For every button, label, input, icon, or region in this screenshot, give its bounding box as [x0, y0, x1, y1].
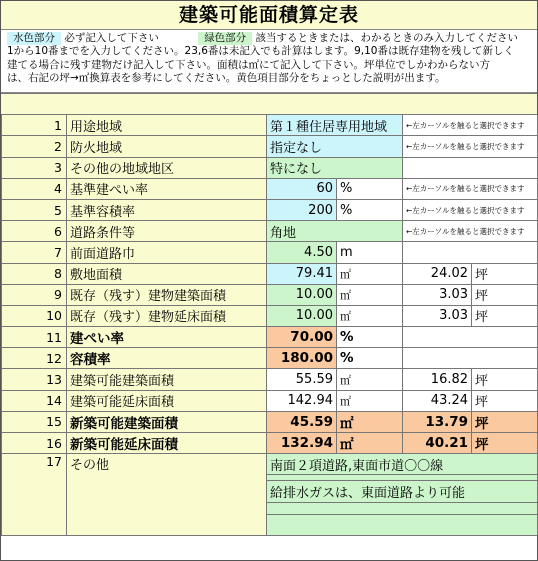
row-number: 16	[2, 433, 67, 454]
tsubo-unit: 坪	[472, 305, 538, 326]
unit-label: %	[337, 178, 403, 199]
table-row-existing-floor-area	[2, 305, 538, 326]
table-row-coverage-ratio	[2, 178, 538, 199]
remarks-line-4[interactable]	[267, 514, 538, 535]
sheet-title: 建築可能面積算定表	[1, 1, 537, 30]
buildable-floor-area-value: 142.94	[267, 390, 337, 411]
row-number: 11	[2, 327, 67, 348]
select-hint: ←左カーソルを触ると選択できます	[403, 178, 538, 199]
existing-floor-area-input[interactable]: 10.00	[267, 305, 337, 326]
row-number: 6	[2, 221, 67, 242]
select-hint: ←左カーソルを触ると選択できます	[403, 136, 538, 157]
new-floor-area-value: 132.94	[267, 433, 337, 454]
row-number: 7	[2, 242, 67, 263]
other-zone-field[interactable]: 特になし	[267, 157, 403, 178]
instructions-line-3: 建てる場合に残す建物だけ記入して下さい。面積は㎡にて記入して下さい。坪単位でしかわからない方	[7, 58, 490, 71]
site-area-input[interactable]: 79.41	[267, 263, 337, 284]
table-row-new-building-area	[2, 411, 538, 432]
row-label: 前面道路巾	[67, 242, 267, 263]
select-hint: ←左カーソルを触ると選択できます	[403, 115, 538, 136]
table-row-floor-ratio-result	[2, 348, 538, 369]
floor-ratio-select[interactable]: 200	[267, 199, 337, 220]
tsubo-value: 16.82	[403, 369, 472, 390]
tsubo-unit: 坪	[472, 411, 538, 432]
unit-label: ㎡	[337, 284, 403, 305]
table-row-coverage-result	[2, 327, 538, 348]
remarks-line-2[interactable]: 給排水ガスは、東面道路より可能	[267, 481, 538, 502]
unit-label: m	[337, 242, 403, 263]
table-row-buildable-area	[2, 369, 538, 390]
tsubo-unit: 坪	[472, 369, 538, 390]
table-row-buildable-floor-area	[2, 390, 538, 411]
unit-label: ㎡	[337, 369, 403, 390]
tsubo-value: 13.79	[403, 411, 472, 432]
instructions-line-1	[7, 32, 531, 45]
table-row-new-floor-area	[2, 433, 538, 454]
unit-label: ㎡	[337, 305, 403, 326]
table-row-road-condition	[2, 221, 538, 242]
instructions-panel	[1, 30, 537, 93]
row-label: 用途地域	[67, 115, 267, 136]
table-row-use-zone	[2, 115, 538, 136]
tsubo-unit: 坪	[472, 390, 538, 411]
row-label: 新築可能建築面積	[67, 411, 267, 432]
tsubo-value: 40.21	[403, 433, 472, 454]
row-number: 12	[2, 348, 67, 369]
floor-ratio-result-value: 180.00	[267, 348, 337, 369]
row-label: 基準容積率	[67, 199, 267, 220]
row-number: 9	[2, 284, 67, 305]
unit-label: %	[337, 199, 403, 220]
table-row-other-zone	[2, 157, 538, 178]
unit-label: ㎡	[337, 411, 403, 432]
tsubo-value: 3.03	[403, 284, 472, 305]
table-row-site-area	[2, 263, 538, 284]
unit-label: ㎡	[337, 433, 403, 454]
remarks-line-3[interactable]	[267, 502, 538, 514]
row-number: 17	[2, 454, 67, 536]
row-number: 14	[2, 390, 67, 411]
use-zone-select[interactable]: 第１種住居専用地域	[267, 115, 403, 136]
road-condition-select[interactable]: 角地	[267, 221, 403, 242]
input-table	[1, 93, 537, 115]
row-label: 基準建ぺい率	[67, 178, 267, 199]
row-label: 建築可能建築面積	[67, 369, 267, 390]
tsubo-unit: 坪	[472, 284, 538, 305]
row-label: 既存（残す）建物建築面積	[67, 284, 267, 305]
select-hint: ←左カーソルを触ると選択できます	[403, 199, 538, 220]
row-label: その他	[67, 454, 267, 536]
unit-label: ㎡	[337, 263, 403, 284]
row-label: 道路条件等	[67, 221, 267, 242]
fire-zone-select[interactable]: 指定なし	[267, 136, 403, 157]
empty-cell	[403, 327, 538, 348]
remarks-line-1[interactable]: 南面２項道路,東面市道〇〇線	[267, 454, 538, 475]
tsubo-unit: 坪	[472, 433, 538, 454]
green-legend-tag: 緑色部分	[198, 32, 252, 45]
table-row-road-width	[2, 242, 538, 263]
row-label: 容積率	[67, 348, 267, 369]
tsubo-unit: 坪	[472, 263, 538, 284]
row-number: 15	[2, 411, 67, 432]
road-width-input[interactable]: 4.50	[267, 242, 337, 263]
row-label: 敷地面積	[67, 263, 267, 284]
row-label: 建築可能延床面積	[67, 390, 267, 411]
tsubo-value: 24.02	[403, 263, 472, 284]
row-number: 5	[2, 199, 67, 220]
row-number: 1	[2, 115, 67, 136]
unit-label: %	[337, 348, 403, 369]
existing-building-area-input[interactable]: 10.00	[267, 284, 337, 305]
table-row-existing-building-area	[2, 284, 538, 305]
coverage-result-value: 70.00	[267, 327, 337, 348]
form-table	[1, 114, 538, 536]
new-building-area-value: 45.59	[267, 411, 337, 432]
row-label: 新築可能延床面積	[67, 433, 267, 454]
empty-cell	[403, 348, 538, 369]
row-number: 8	[2, 263, 67, 284]
row-label: その他の地域地区	[67, 157, 267, 178]
row-label: 防火地域	[67, 136, 267, 157]
empty-cell	[403, 157, 538, 178]
row-number: 10	[2, 305, 67, 326]
coverage-ratio-select[interactable]: 60	[267, 178, 337, 199]
unit-label: %	[337, 327, 403, 348]
instructions-line-4: は、右記の坪→㎡換算表を参考にしてください。黄色項目部分をちょっとした説明が出ます。	[7, 72, 446, 85]
table-row-fire-zone	[2, 136, 538, 157]
table-row-remarks	[2, 454, 538, 475]
blue-legend-tag: 水色部分	[7, 32, 61, 45]
row-number: 4	[2, 178, 67, 199]
tsubo-value: 3.03	[403, 305, 472, 326]
unit-label: ㎡	[337, 390, 403, 411]
row-label: 既存（残す）建物延床面積	[67, 305, 267, 326]
blue-legend-text: 必ず記入して下さい	[64, 32, 159, 44]
select-hint: ←左カーソルを触ると選択できます	[403, 221, 538, 242]
table-row-floor-ratio	[2, 199, 538, 220]
tsubo-value: 43.24	[403, 390, 472, 411]
row-label: 建ぺい率	[67, 327, 267, 348]
buildable-area-value: 55.59	[267, 369, 337, 390]
instructions-line-2: 1から10番までを入力してください。23,6番は未記入でも計算はします。9,10番は既存建物を残して新しく	[7, 45, 514, 58]
row-number: 13	[2, 369, 67, 390]
empty-cell	[403, 242, 538, 263]
row-number: 3	[2, 157, 67, 178]
green-legend-text: 該当するときまたは、わかるときのみ入力してください	[255, 32, 519, 44]
row-number: 2	[2, 136, 67, 157]
